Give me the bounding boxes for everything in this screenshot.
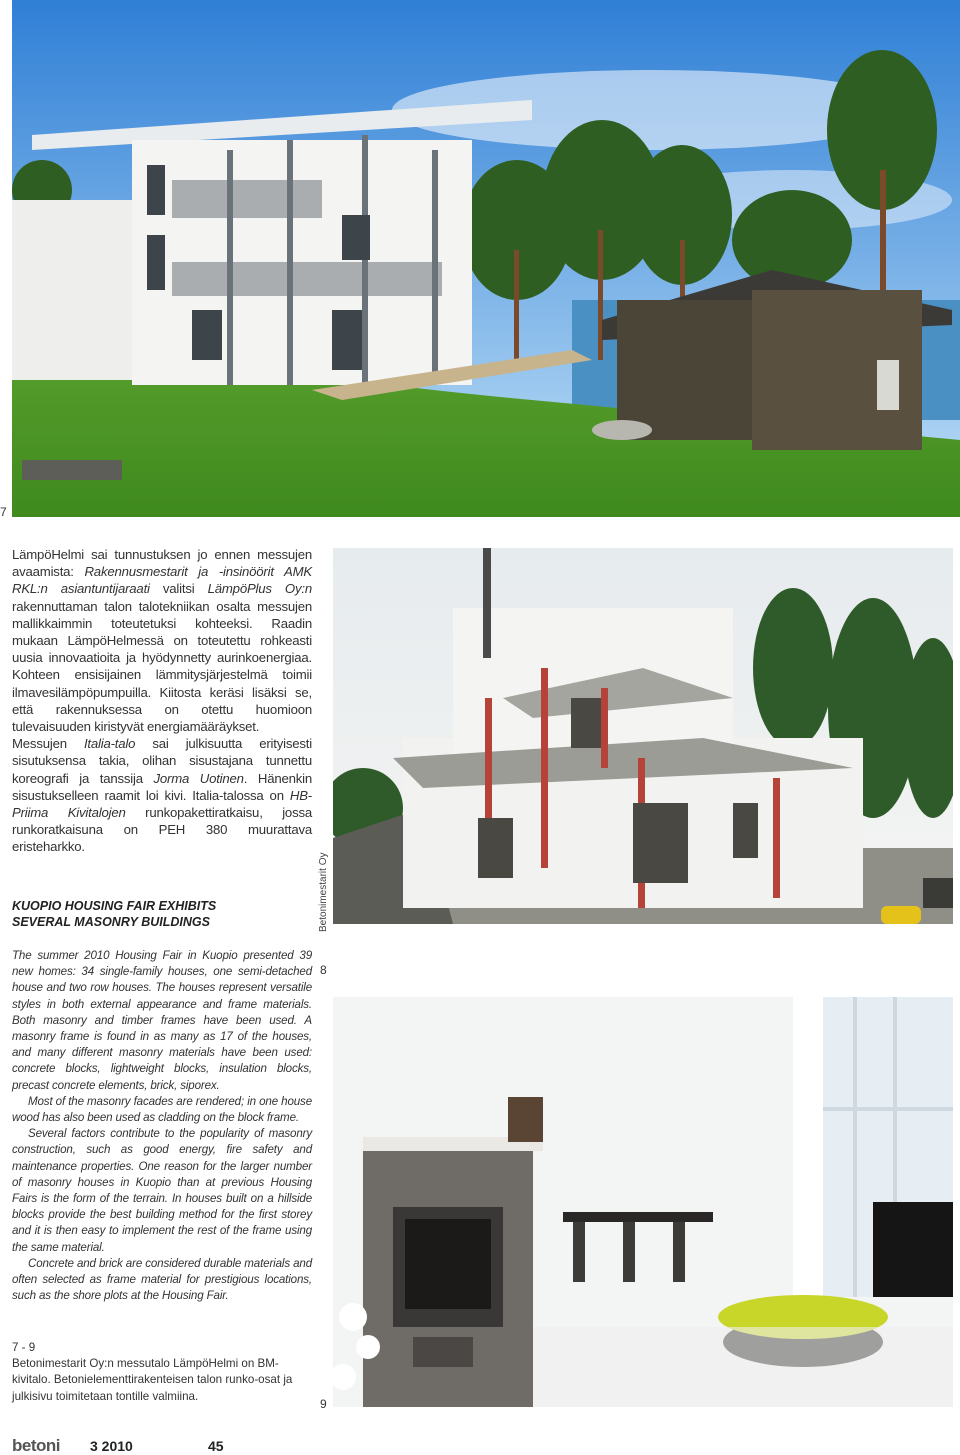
photo-interior bbox=[333, 997, 953, 1407]
english-paragraph: Concrete and brick are considered durable materials and often selected as frame material for prestigious locations, such as the shore plots at the Housing Fair. bbox=[12, 1256, 312, 1303]
page-number: 45 bbox=[208, 1438, 224, 1454]
finnish-body-text bbox=[12, 546, 312, 856]
caption-text: Betonimestarit Oy:n messutalo LämpöHelmi on BM-kivitalo. Betonielementtirakenteisen talon runko-osat ja julkisivu toimitetaan tontille valmiina. bbox=[12, 1357, 293, 1403]
photo-9-image bbox=[333, 997, 953, 1407]
figure-number-7: 7 bbox=[0, 505, 7, 519]
figure-number-9: 9 bbox=[320, 1397, 327, 1411]
issue-number: 3 2010 bbox=[90, 1438, 133, 1454]
photo-caption bbox=[12, 1340, 312, 1405]
photo-construction bbox=[333, 548, 953, 924]
caption-label: 7 - 9 bbox=[12, 1341, 36, 1354]
photo-credit: Betonimestarit Oy bbox=[318, 852, 329, 932]
english-paragraph: Several factors contribute to the popularity of masonry construction, such as good energy, fire safety and maintenance properties. One reason for the larger number of masonry houses in Kuopio than at previous Housing Fairs is the form of the terrain. In houses built on a hillside blocks provide the best building method for the first storey and it is then easy to implement the rest of the frame using the same material. bbox=[12, 1127, 312, 1254]
photo-lakeside-houses bbox=[12, 0, 960, 517]
magazine-logo: betoni bbox=[12, 1436, 60, 1455]
finnish-paragraph-2: Messujen Italia-talo sai julkisuutta erityisesti sisutuksensa takia, olihan sisustajana tunnettu koreografi ja tanssija Jorma Uotinen. Hänenkin sisustukselleen raamit loi kivi. Italia-talossa on HB-Priima Kivitalojen runkopakettiratkaisu, jossa runkoratkaisuna on PEH 380 muurattava eristeharkko. bbox=[12, 736, 312, 855]
english-heading: KUOPIO HOUSING FAIR EXHIBITS SEVERAL MASONRY BUILDINGS bbox=[12, 899, 217, 929]
photo-8-image bbox=[333, 548, 953, 924]
page-footer bbox=[12, 1436, 312, 1455]
english-paragraph: Most of the masonry facades are rendered; in one house wood has also been used as cladding on the block frame. bbox=[12, 1094, 312, 1125]
photo-7-image bbox=[12, 0, 960, 517]
finnish-paragraph-1: LämpöHelmi sai tunnustuksen jo ennen messujen avaamista: Rakennusmestarit ja -insinöörit AMK RKL:n asiantuntijaraati valitsi LämpöPlus Oy:n rakennuttaman talon talotekniikan osalta messujen mallikkaimmin toteutetuksi kohteeksi. Raadin mukaan LämpöHelmessä on toteutettu rohkeasti uusia innovaatioita ja hyödynnetty aurinkoenergiaa. Kohteen ensisijainen lämmitysjärjestelmä toimii ilmavesilämpöpumpuilla. Kiitosta keräsi lisäksi se, että rakennuksessa on otettu huomioon tulevaisuuden kiristyvät energiamääräykset. bbox=[12, 547, 313, 735]
figure-number-8: 8 bbox=[320, 963, 327, 977]
english-body-text bbox=[12, 948, 312, 1304]
english-paragraph: The summer 2010 Housing Fair in Kuopio presented 39 new homes: 34 single-family houses, one semi-detached house and two row houses. The houses represent versatile styles in both external appearance and frame materials. Both masonry and timber frames have been used. A masonry frame is found in as many as 17 of the houses, and many different masonry materials have been used: concrete blocks, lightweight blocks, insulation blocks, precast concrete elements, brick, siporex. bbox=[12, 949, 312, 1092]
